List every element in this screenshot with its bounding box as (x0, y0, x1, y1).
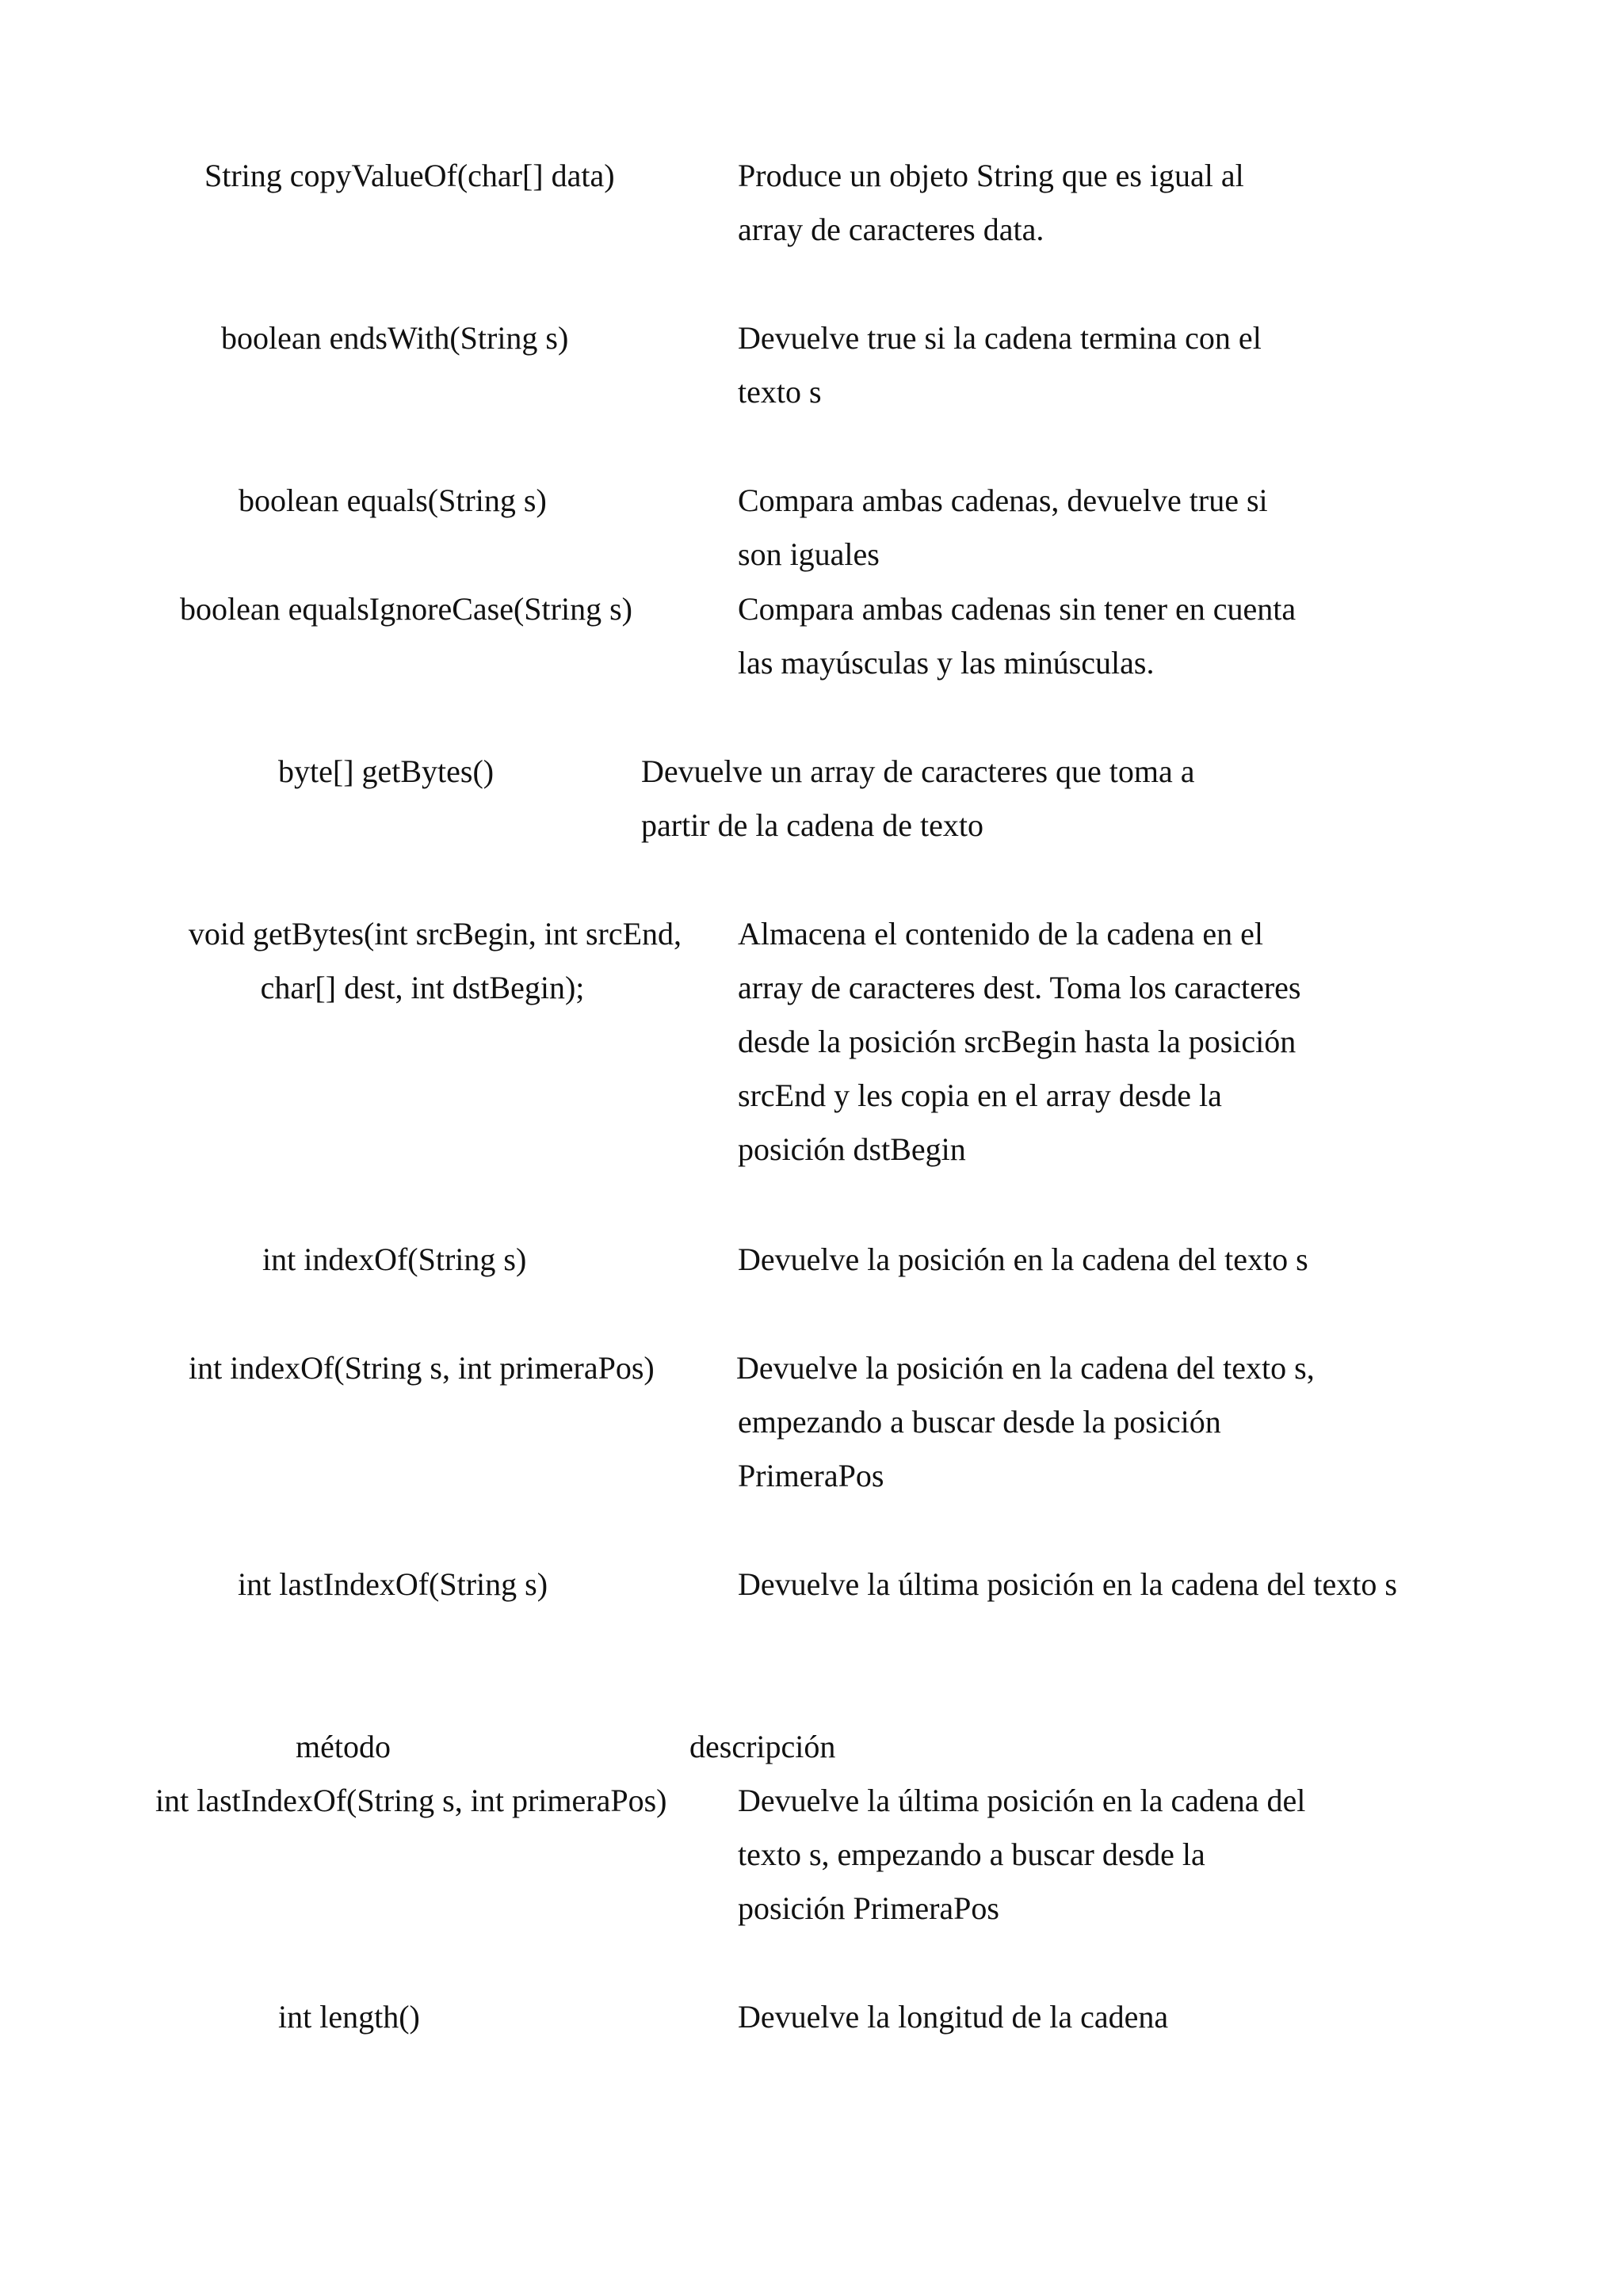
description-equalsignorecase (738, 582, 1451, 690)
description-line: Almacena el contenido de la cadena en el (738, 916, 1263, 952)
description-indexof (738, 1233, 1451, 1287)
method-equals: boolean equals(String s) (239, 482, 547, 518)
description-length (738, 1990, 1451, 2044)
header-description: descripción (689, 1729, 836, 1764)
description-line: Devuelve un array de caracteres que toma a (641, 753, 1195, 789)
description-line: empezando a buscar desde la posición (738, 1404, 1221, 1440)
description-getbytes-range (738, 907, 1451, 1177)
description-line: desde la posición srcBegin hasta la posición (738, 1024, 1296, 1059)
description-line: Compara ambas cadenas sin tener en cuenta (738, 591, 1296, 627)
description-line: PrimeraPos (738, 1458, 884, 1493)
method-indexof: int indexOf(String s) (262, 1241, 527, 1277)
method-getbytes-range (181, 907, 689, 1015)
description-lastindexof (738, 1558, 1451, 1611)
method-getbytes: byte[] getBytes() (278, 753, 495, 789)
description-line: srcEnd y les copia en el array desde la (738, 1077, 1222, 1113)
method-copyvalueof: String copyValueOf(char[] data) (204, 158, 615, 193)
method-lastindexof: int lastIndexOf(String s) (238, 1566, 548, 1602)
method-line: void getBytes(int srcBegin, int srcEnd, (188, 916, 682, 952)
description-line: Devuelve la posición en la cadena del texto s (738, 1241, 1308, 1277)
description-lastindexof-from (738, 1774, 1451, 1936)
description-line: las mayúsculas y las minúsculas. (738, 645, 1155, 681)
description-line: Devuelve la posición en la cadena del texto s, (736, 1350, 1315, 1386)
description-getbytes (641, 745, 1354, 852)
description-line: posición PrimeraPos (738, 1890, 999, 1926)
description-line: Devuelve la longitud de la cadena (738, 1999, 1169, 2035)
description-line: partir de la cadena de texto (641, 807, 983, 843)
method-indexof-from: int indexOf(String s, int primeraPos) (189, 1350, 655, 1386)
description-line: Devuelve la última posición en la cadena del (738, 1783, 1306, 1818)
description-equals (738, 474, 1451, 582)
description-line: son iguales (738, 536, 880, 572)
description-line: Produce un objeto String que es igual al (738, 158, 1244, 193)
header-method: método (296, 1729, 391, 1764)
description-copyvalueof (738, 149, 1451, 257)
description-line: array de caracteres dest. Toma los caracteres (738, 970, 1301, 1005)
description-line: texto s, empezando a buscar desde la (738, 1836, 1205, 1872)
description-indexof-from (736, 1341, 1449, 1503)
description-line: texto s (738, 374, 822, 410)
description-line: Devuelve la última posición en la cadena del texto s (738, 1566, 1397, 1602)
method-equalsignorecase: boolean equalsIgnoreCase(String s) (180, 591, 632, 627)
description-line: array de caracteres data. (738, 212, 1044, 247)
method-length: int length() (278, 1999, 420, 2035)
description-line: Compara ambas cadenas, devuelve true si (738, 482, 1268, 518)
method-endswith: boolean endsWith(String s) (221, 320, 569, 356)
method-lastindexof-from: int lastIndexOf(String s, int primeraPos) (155, 1783, 667, 1818)
description-line: posición dstBegin (738, 1131, 966, 1167)
description-line: Devuelve true si la cadena termina con el (738, 320, 1262, 356)
method-line: char[] dest, int dstBegin); (260, 970, 585, 1005)
description-endswith (738, 311, 1451, 419)
